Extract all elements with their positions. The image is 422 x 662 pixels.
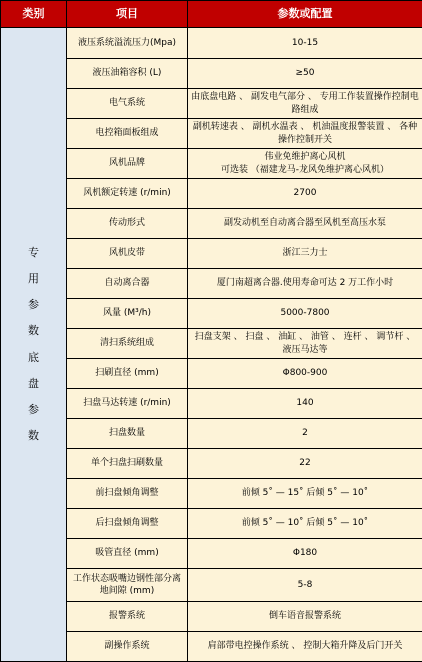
- category-char: 底: [28, 352, 39, 364]
- item-cell: 清扫系统组成: [67, 329, 188, 359]
- category-char: 数: [28, 325, 39, 337]
- item-cell: 扫刷直径 (mm): [67, 359, 188, 389]
- value-cell: 浙江三力士: [188, 239, 422, 269]
- category-char: 参: [28, 404, 39, 416]
- item-cell: 吸管直径 (mm): [67, 539, 188, 569]
- value-cell: 5-8: [188, 569, 422, 602]
- item-cell: 后扫盘倾角调整: [67, 509, 188, 539]
- header-param: 参数或配置: [188, 1, 422, 28]
- item-cell: 前扫盘倾角调整: [67, 479, 188, 509]
- item-cell: 自动离合器: [67, 269, 188, 299]
- category-char: 用: [28, 273, 39, 285]
- value-cell: 22: [188, 449, 422, 479]
- value-cell: 由底盘电路 、 副发电气部分 、 专用工作装置操作控制电路组成: [188, 89, 422, 119]
- value-cell: 伟业免维护离心风机 可选装 （福建龙马-龙风免维护离心风机）: [188, 149, 422, 179]
- header-item: 项目: [67, 1, 188, 28]
- category-char: 专: [28, 247, 39, 259]
- value-cell: 倒车语音报警系统: [188, 602, 422, 632]
- item-cell: 风量 (M³/h): [67, 299, 188, 329]
- value-cell: ≥50: [188, 59, 422, 89]
- item-cell: 扫盘马达转速 (r/min): [67, 389, 188, 419]
- item-cell: 液压油箱容积 (L): [67, 59, 188, 89]
- value-cell: 2700: [188, 179, 422, 209]
- item-cell: 传动形式: [67, 209, 188, 239]
- item-cell: 电控箱面板组成: [67, 119, 188, 149]
- item-cell: 液压系统溢流压力(Mpa): [67, 28, 188, 59]
- header-category: 类别: [1, 1, 67, 28]
- value-cell: 140: [188, 389, 422, 419]
- item-cell: 单个扫盘扫刷数量: [67, 449, 188, 479]
- value-cell: 副机转速表 、 副机水温表 、 机油温度报警装置 、 各种操作控制开关: [188, 119, 422, 149]
- value-cell: Φ180: [188, 539, 422, 569]
- category-cell: [1, 28, 67, 662]
- item-cell: 工作状态吸嘴边钢性部分离地间隙 (mm): [67, 569, 188, 602]
- item-cell: 风机品牌: [67, 149, 188, 179]
- value-cell: 副发动机至自动离合器至风机至高压水泵: [188, 209, 422, 239]
- value-cell: 前倾 5˚ — 15˚ 后倾 5˚ — 10˚: [188, 479, 422, 509]
- value-cell: 扫盘支架 、 扫盘 、 油缸 、 油管 、 连杆 、 调节杆 、 液压马达等: [188, 329, 422, 359]
- item-cell: 电气系统: [67, 89, 188, 119]
- value-cell: 厦门南超离合器.使用寿命可达 2 万工作小时: [188, 269, 422, 299]
- item-cell: 副操作系统: [67, 632, 188, 662]
- item-cell: 风机额定转速 (r/min): [67, 179, 188, 209]
- category-char: 参: [28, 299, 39, 311]
- table-header-row: [1, 1, 422, 28]
- category-char: 盘: [28, 378, 39, 390]
- item-cell: 报警系统: [67, 602, 188, 632]
- value-cell: 5000-7800: [188, 299, 422, 329]
- category-label: [28, 233, 39, 456]
- item-cell: 扫盘数量: [67, 419, 188, 449]
- value-cell: 前倾 5˚ — 10˚ 后倾 5˚ — 10˚: [188, 509, 422, 539]
- value-cell: Φ800-900: [188, 359, 422, 389]
- item-cell: 风机皮带: [67, 239, 188, 269]
- value-cell: 10-15: [188, 28, 422, 59]
- value-cell: 2: [188, 419, 422, 449]
- category-char: 数: [28, 430, 39, 442]
- value-cell: 肩部带电控操作系统 、 控制大箱升降及后门开关: [188, 632, 422, 662]
- table-row: [1, 28, 422, 59]
